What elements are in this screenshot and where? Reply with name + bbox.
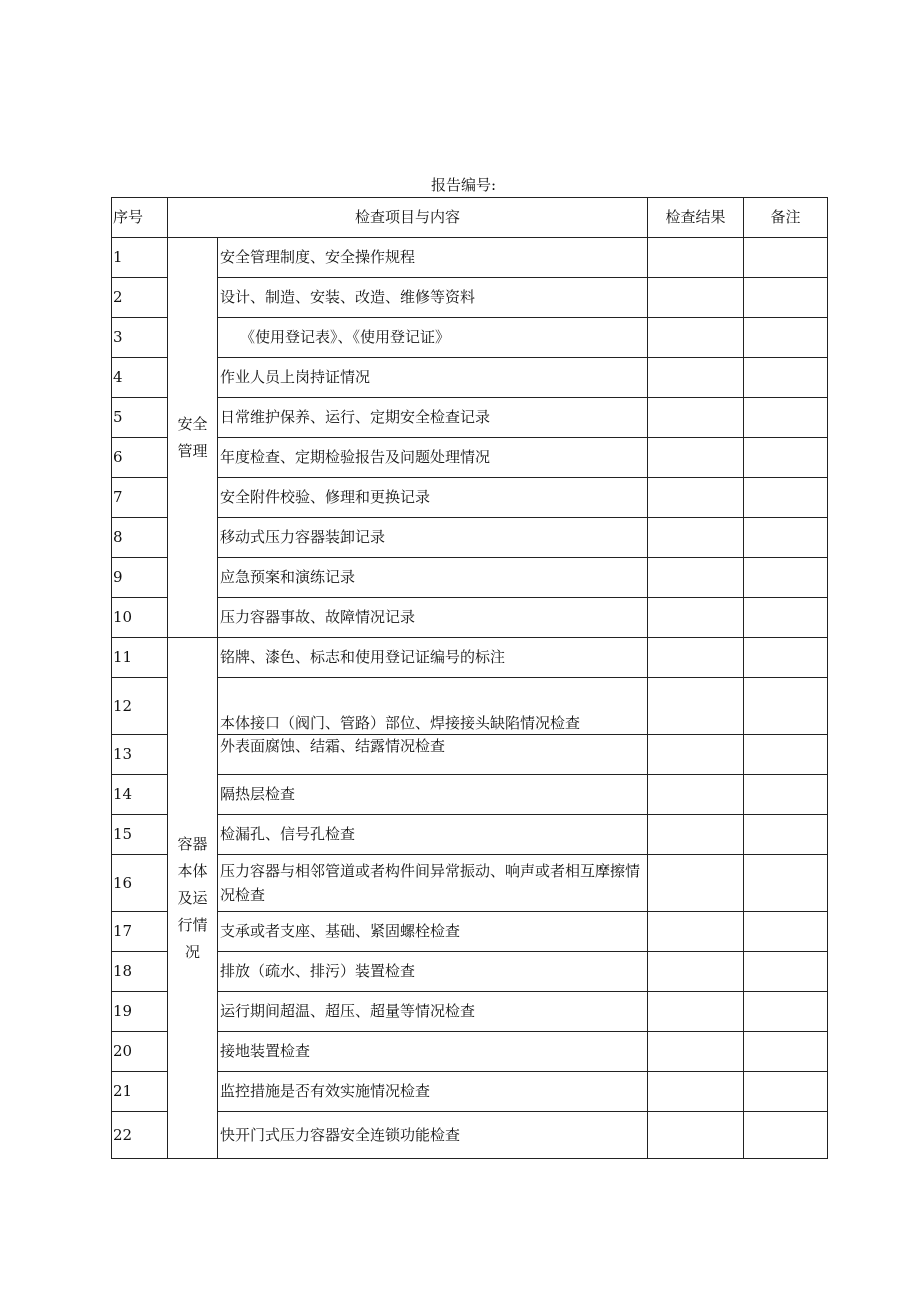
remark-cell[interactable] <box>744 912 828 952</box>
remark-cell[interactable] <box>744 678 828 735</box>
item-text: 支承或者支座、基础、紧固螺栓检查 <box>218 912 648 952</box>
row-number: 20 <box>112 1032 168 1072</box>
table-row <box>112 952 828 992</box>
item-text: 作业人员上岗持证情况 <box>218 358 648 398</box>
item-text: 应急预案和演练记录 <box>218 558 648 598</box>
row-number: 12 <box>112 678 168 735</box>
result-cell[interactable] <box>648 775 744 815</box>
table-row <box>112 678 828 735</box>
remark-cell[interactable] <box>744 638 828 678</box>
remark-cell[interactable] <box>744 735 828 775</box>
result-cell[interactable] <box>648 638 744 678</box>
row-number: 14 <box>112 775 168 815</box>
remark-cell[interactable] <box>744 815 828 855</box>
table-header-row <box>112 198 828 238</box>
row-number: 4 <box>112 358 168 398</box>
remark-cell[interactable] <box>744 598 828 638</box>
row-number: 1 <box>112 238 168 278</box>
item-text: 设计、制造、安装、改造、维修等资料 <box>218 278 648 318</box>
row-number: 9 <box>112 558 168 598</box>
result-cell[interactable] <box>648 238 744 278</box>
item-text: 隔热层检查 <box>218 775 648 815</box>
item-text: 接地装置检查 <box>218 1032 648 1072</box>
row-number: 5 <box>112 398 168 438</box>
result-cell[interactable] <box>648 558 744 598</box>
item-text: 本体接口（阀门、管路）部位、焊接接头缺陷情况检查 <box>218 678 648 735</box>
table-row <box>112 638 828 678</box>
row-number: 21 <box>112 1072 168 1112</box>
table-row <box>112 598 828 638</box>
item-text: 年度检查、定期检验报告及问题处理情况 <box>218 438 648 478</box>
result-cell[interactable] <box>648 1112 744 1159</box>
remark-cell[interactable] <box>744 358 828 398</box>
item-text: 安全管理制度、安全操作规程 <box>218 238 648 278</box>
table-row <box>112 1112 828 1159</box>
result-cell[interactable] <box>648 518 744 558</box>
remark-cell[interactable] <box>744 1112 828 1159</box>
table-row <box>112 775 828 815</box>
result-cell[interactable] <box>648 912 744 952</box>
table-row <box>112 438 828 478</box>
row-number: 7 <box>112 478 168 518</box>
table-row <box>112 318 828 358</box>
item-text: 快开门式压力容器安全连锁功能检查 <box>218 1112 648 1159</box>
item-text: 安全附件校验、修理和更换记录 <box>218 478 648 518</box>
table-row <box>112 815 828 855</box>
result-cell[interactable] <box>648 598 744 638</box>
result-cell[interactable] <box>648 855 744 912</box>
result-cell[interactable] <box>648 358 744 398</box>
result-cell[interactable] <box>648 478 744 518</box>
result-cell[interactable] <box>648 278 744 318</box>
table-row <box>112 735 828 775</box>
item-text: 压力容器与相邻管道或者构件间异常振动、响声或者相互摩擦情况检查 <box>218 855 648 912</box>
result-cell[interactable] <box>648 952 744 992</box>
category-label: 容器本体及运行情况 <box>177 834 208 961</box>
remark-cell[interactable] <box>744 1032 828 1072</box>
table-row <box>112 238 828 278</box>
item-text: 排放（疏水、排污）装置检查 <box>218 952 648 992</box>
table-row <box>112 1032 828 1072</box>
remark-cell[interactable] <box>744 992 828 1032</box>
row-number: 18 <box>112 952 168 992</box>
result-cell[interactable] <box>648 1072 744 1112</box>
remark-cell[interactable] <box>744 558 828 598</box>
table-row <box>112 1072 828 1112</box>
inspection-table <box>111 197 828 1159</box>
category-label: 安全管理 <box>177 414 208 460</box>
item-text: 日常维护保养、运行、定期安全检查记录 <box>218 398 648 438</box>
remark-cell[interactable] <box>744 318 828 358</box>
item-text: 运行期间超温、超压、超量等情况检查 <box>218 992 648 1032</box>
table-row <box>112 855 828 912</box>
table-row <box>112 518 828 558</box>
item-text: 外表面腐蚀、结霜、结露情况检查 <box>218 735 648 775</box>
row-number: 10 <box>112 598 168 638</box>
result-cell[interactable] <box>648 438 744 478</box>
row-number: 13 <box>112 735 168 775</box>
remark-cell[interactable] <box>744 278 828 318</box>
row-number: 2 <box>112 278 168 318</box>
result-cell[interactable] <box>648 398 744 438</box>
report-number-label: 报告编号: <box>431 176 497 194</box>
row-number: 8 <box>112 518 168 558</box>
result-cell[interactable] <box>648 1032 744 1072</box>
result-cell[interactable] <box>648 678 744 735</box>
row-number: 19 <box>112 992 168 1032</box>
remark-cell[interactable] <box>744 238 828 278</box>
category-vessel-operation <box>168 638 218 1159</box>
table-row <box>112 398 828 438</box>
remark-cell[interactable] <box>744 952 828 992</box>
header-seq: 序号 <box>112 198 168 238</box>
row-number: 16 <box>112 855 168 912</box>
table-row <box>112 992 828 1032</box>
remark-cell[interactable] <box>744 478 828 518</box>
table-row <box>112 278 828 318</box>
row-number: 3 <box>112 318 168 358</box>
item-text: 铭牌、漆色、标志和使用登记证编号的标注 <box>218 638 648 678</box>
remark-cell[interactable] <box>744 398 828 438</box>
result-cell[interactable] <box>648 992 744 1032</box>
item-text: 压力容器事故、故障情况记录 <box>218 598 648 638</box>
header-result: 检查结果 <box>648 198 744 238</box>
result-cell[interactable] <box>648 735 744 775</box>
row-number: 11 <box>112 638 168 678</box>
row-number: 17 <box>112 912 168 952</box>
category-safety-management <box>168 238 218 638</box>
remark-cell[interactable] <box>744 438 828 478</box>
item-text: 检漏孔、信号孔检查 <box>218 815 648 855</box>
table-row <box>112 478 828 518</box>
result-cell[interactable] <box>648 318 744 358</box>
remark-cell[interactable] <box>744 1072 828 1112</box>
remark-cell[interactable] <box>744 855 828 912</box>
row-number: 6 <box>112 438 168 478</box>
item-text: 监控措施是否有效实施情况检查 <box>218 1072 648 1112</box>
table-row <box>112 912 828 952</box>
row-number: 15 <box>112 815 168 855</box>
table-row <box>112 558 828 598</box>
remark-cell[interactable] <box>744 775 828 815</box>
header-remark: 备注 <box>744 198 828 238</box>
table-row <box>112 358 828 398</box>
row-number: 22 <box>112 1112 168 1159</box>
result-cell[interactable] <box>648 815 744 855</box>
item-text: 移动式压力容器装卸记录 <box>218 518 648 558</box>
remark-cell[interactable] <box>744 518 828 558</box>
header-item: 检查项目与内容 <box>168 198 648 238</box>
item-text: 《使用登记表》、《使用登记证》 <box>218 318 648 358</box>
